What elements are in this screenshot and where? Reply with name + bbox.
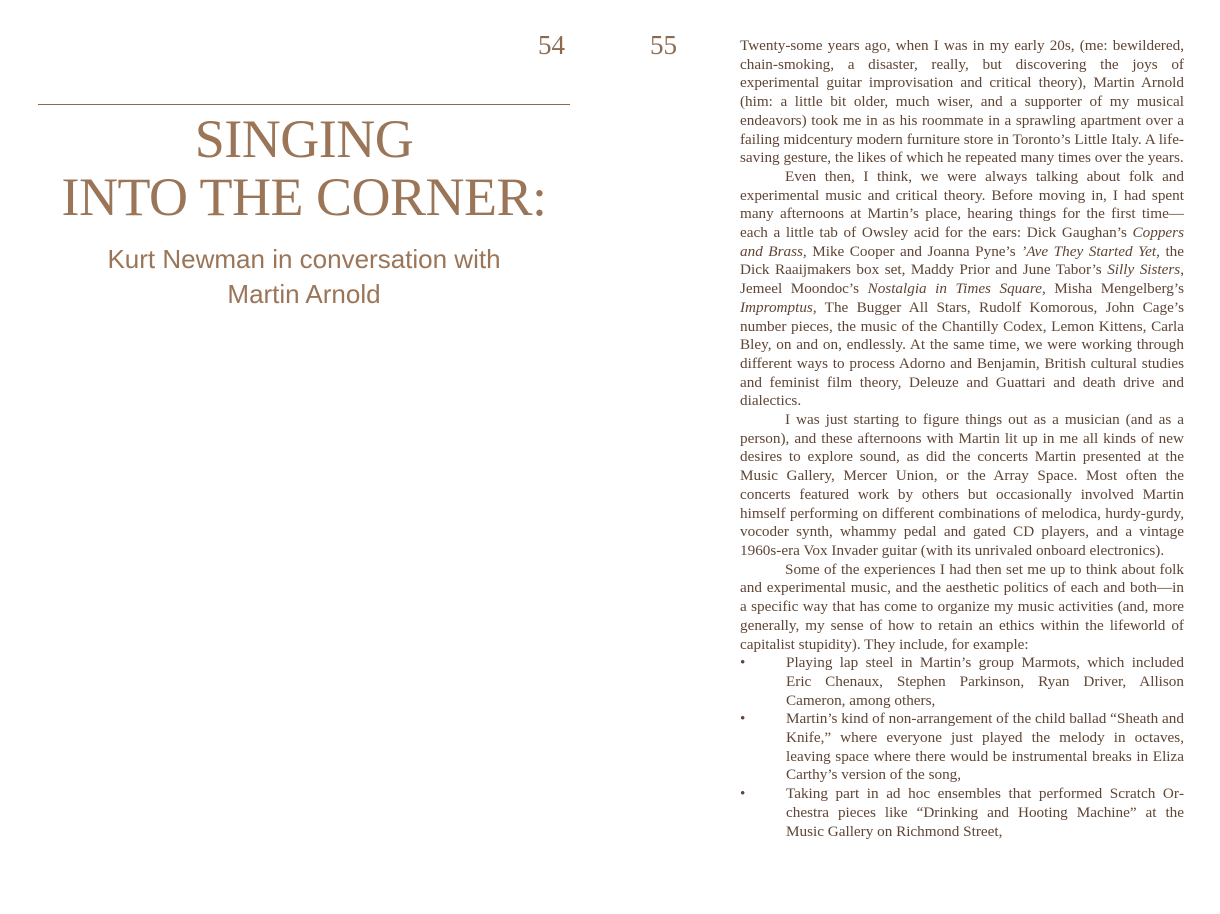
page-number-54: 54	[538, 30, 565, 60]
bullet-icon: •	[740, 654, 746, 672]
right-page	[610, 0, 1220, 914]
article-title	[38, 110, 570, 226]
paragraph-3: I was just starting to figure things out as a musician (and as a person), and these afternoons with Martin lit up in me all kinds of new desires to explore sound, as did the concerts Martin presented at the Music Gallery, Mercer Union, or the Array Space. Most often the concerts featured work by others but occasionally involved Martin himself performing on different combinations of melodica, hurdy-gurdy, vocoder synth, whammy pedal and gated CD players, and a vintage 1960s-era Vox Invader guitar (with its unrivaled onboard electronics).	[740, 411, 1184, 559]
subtitle-line-2: Martin Arnold	[227, 279, 381, 309]
list-item	[740, 654, 1184, 710]
bullet-icon: •	[740, 785, 746, 803]
paragraph-4: Some of the experiences I had then set me up to think about folk and experimental music, and the aesthetic politics of each and both—in a specific way that has come to organize my music activities (and, more generally, my sense of how to retain an ethics within the lifeworld of capitalist stupidity). They include, for example:	[740, 560, 1184, 653]
bullet-icon: •	[740, 710, 746, 728]
paragraph-2-text-6: , The Bugger All Stars, Rudolf Komorous, John Cage’s number pieces, the music of the Chantilly Codex, Lemon Kittens, Carla Bley, on and on, endlessly. At the same time, we were working through different ways to process Adorno and Benjamin, British cultural studies and feminist film theory, Deleuze and Guattari and death drive and dialectics.	[740, 298, 1184, 410]
album-title-silly-sisters: Silly Sisters	[1107, 261, 1181, 279]
title-line-2: INTO THE CORNER:	[61, 167, 547, 227]
album-title-nostalgia-in-times-square: Nostalgia in Times Square	[867, 280, 1042, 298]
subtitle-line-1: Kurt Newman in conversation with	[107, 244, 501, 274]
paragraph-2	[740, 168, 1184, 411]
list-item-text: Martin’s kind of non-arrangement of the child ballad “Sheath and Knife,” where everyone just played the melody in octaves, leaving space where there would be instrumental breaks in Eliza Carthy’s version of the song,	[786, 710, 1184, 784]
paragraph-2-text-4: , Jemeel Moondoc’s	[740, 261, 1185, 298]
experience-list	[740, 654, 1184, 841]
paragraph-1: Twenty-some years ago, when I was in my early 20s, (me: bewildered, chain-smoking, a disaster, really, but discovering the joys of experimental guitar improvisation and critical theory), Martin Arnold (him: a little bit older, much wiser, and a supporter of my musical endeavors) took me in as his roommate in a sprawling apartment over a failing midcentury modern furniture store in Toronto’s Little Italy. A life-saving gesture, the likes of which he repeated many times over the years.	[740, 37, 1184, 167]
article-subtitle	[38, 242, 570, 312]
title-rule	[38, 104, 570, 105]
paragraph-2-text-5: , Misha Mengelberg’s	[1041, 280, 1185, 298]
album-title-coppers-and-brass: Coppers and Brass	[740, 224, 1184, 260]
page-number-55: 55	[650, 30, 677, 60]
list-item	[740, 785, 1184, 841]
paragraph-2-text-3: , the Dick Raaijmakers box set, Maddy Prior and June Tabor’s	[740, 242, 1184, 279]
paragraph-2-text-1: Even then, I think, we were always talking about folk and experimental music and critical theory. Before moving in, I had spent many afternoons at Martin’s place, hearing things for the first time—each a little tab of Owsley acid for the ears: Dick Gaughan’s	[740, 167, 1184, 242]
list-item-text: Taking part in ad hoc ensembles that performed Scratch Orchestra pieces like “Drinking and Hooting Machine” at the Music Gallery on Richmond Street,	[786, 785, 1184, 840]
paragraph-2-text-2: , Mike Cooper and Joanna Pyne’s	[802, 242, 1022, 260]
list-item	[740, 710, 1184, 785]
body-text	[740, 37, 1184, 841]
list-item-text: Playing lap steel in Martin’s group Marmots, which included Eric Chenaux, Stephen Parkinson, Ryan Driver, Allison Cameron, among others,	[786, 654, 1184, 709]
album-title-ave-they-started-yet: ’Ave They Started Yet	[1021, 242, 1157, 260]
album-title-impromptus: Impromptus	[740, 298, 813, 316]
title-line-1: SINGING	[194, 109, 414, 169]
